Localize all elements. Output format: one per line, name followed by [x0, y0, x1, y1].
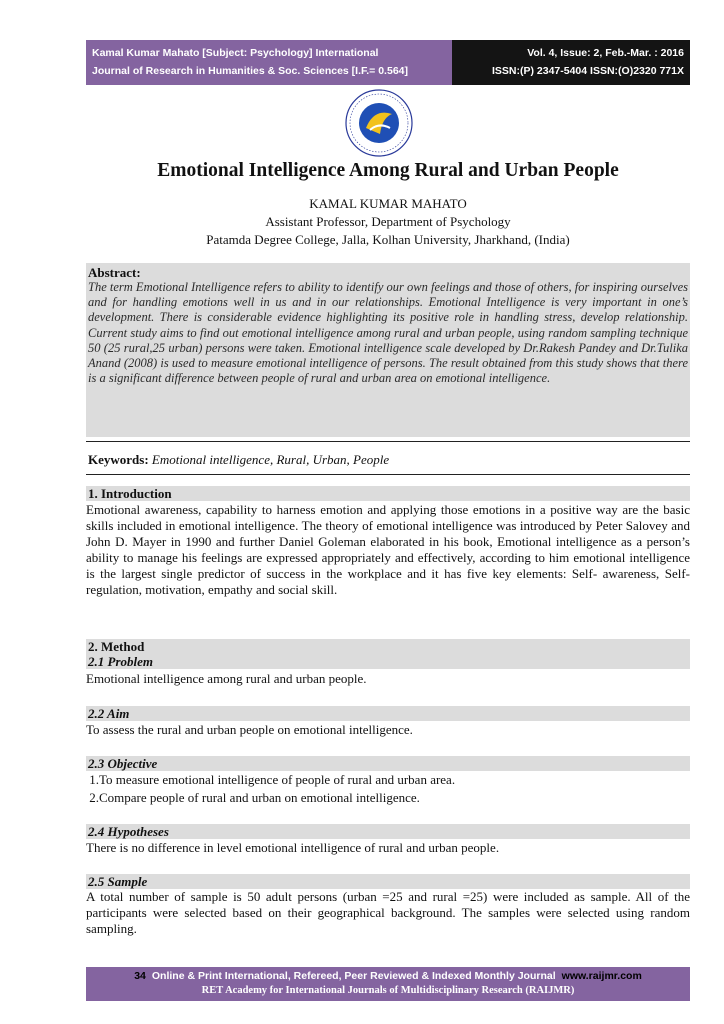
footer-url-link[interactable]: www.raijmr.com: [561, 970, 642, 982]
section-heading-introduction: 1. Introduction: [86, 486, 690, 501]
journal-header: [86, 40, 690, 85]
paper-title: Emotional Intelligence Among Rural and Urban People: [157, 160, 619, 181]
abstract-heading: Abstract:: [88, 265, 141, 280]
sample-text: A total number of sample is 50 adult persons (urban =25 and rural =25) were included as sample. All of the participants were selected based on their geographical background. The samples were selected using random sampling.: [86, 889, 690, 936]
header-journal-info: [86, 40, 452, 85]
footer-publisher: RET Academy for International Journals of Multidisciplinary Research (RAIJMR): [201, 985, 575, 996]
author-name: KAMAL KUMAR MAHATO: [309, 196, 467, 211]
subsection-heading-aim: 2.2 Aim: [86, 706, 690, 721]
header-left-line1: Kamal Kumar Mahato [Subject: Psychology] International: [92, 47, 379, 59]
author-position: Assistant Professor, Department of Psychology: [265, 214, 511, 229]
subsection-heading-sample: 2.5 Sample: [86, 874, 690, 889]
keywords: [88, 452, 389, 468]
problem-text: Emotional intelligence among rural and urban people.: [86, 671, 367, 686]
header-right-line1: Vol. 4, Issue: 2, Feb.-Mar. : 2016: [527, 47, 684, 59]
header-issue-info: [452, 40, 690, 85]
aim-text: To assess the rural and urban people on emotional intelligence.: [86, 722, 413, 737]
footer-line1: [86, 967, 690, 984]
introduction-text: Emotional awareness, capability to harness emotion and applying those emotions in a positive way are the basic skills included in emotional intelligence. The theory of emotional intelligence was introduced by Peter Salovey and John D. Mayer in 1990 and further Daniel Goleman elaborated in his book, Emotional intelligence as a person’s ability to manage his feelings are expressed appropriately and effectively, according to him emotional intelligence is the largest single predictor of success in the workplace and it has five key elements: Self- awareness, Self-regulation, motivation, empathy and social skill.: [86, 502, 690, 597]
section-heading-method: 2. Method: [86, 639, 690, 654]
page-number: 34: [134, 970, 146, 982]
subsection-heading-hypotheses: 2.4 Hypotheses: [86, 824, 690, 839]
footer-journal-description: Online & Print International, Refereed, Peer Reviewed & Indexed Monthly Journal: [151, 970, 556, 982]
header-right-line2: ISSN:(P) 2347-5404 ISSN:(O)2320 771X: [491, 65, 684, 77]
hypotheses-text: There is no difference in level emotional intelligence of rural and urban people.: [86, 840, 500, 855]
raijmr-seal-icon: [344, 88, 414, 158]
subsection-heading-objective: 2.3 Objective: [86, 756, 690, 771]
keywords-label: Keywords:: [88, 452, 149, 467]
objective-item: 2.Compare people of rural and urban on emotional intelligence.: [86, 790, 420, 805]
journal-footer: [86, 967, 690, 1001]
abstract-text: The term Emotional Intelligence refers to ability to identify our own feelings and those of others, for inspiring ourselves and for handling emotions well in us and in our relationships. Emotional Intelligence is very important in one’s development. There is considerable evidence highlighting its positive role in handling stress, develop relationship. Current study aims to find out emotional intelligence among rural and urban people, using random sampling technique 50 (25 rural,25 urban) persons were taken. Emotional intelligence scale developed by Dr.Rakesh Pandey and Dr.Tulika Anand (2008) is used to measure emotional intelligence of persons. The result obtained from this study shows that there is a significant difference between people of rural and urban area on emotional intelligence.: [88, 280, 688, 386]
header-left-line2: Journal of Research in Humanities & Soc. Sciences [I.F.= 0.564]: [92, 65, 408, 77]
abstract-box: [86, 263, 690, 437]
objective-item: 1.To measure emotional intelligence of people of rural and urban area.: [86, 772, 456, 787]
subsection-heading-problem: 2.1 Problem: [86, 654, 690, 669]
divider: [86, 474, 690, 475]
author-affiliation: Patamda Degree College, Jalla, Kolhan University, Jharkhand, (India): [206, 232, 570, 247]
keywords-value: Emotional intelligence, Rural, Urban, People: [151, 452, 390, 467]
divider: [86, 441, 690, 442]
